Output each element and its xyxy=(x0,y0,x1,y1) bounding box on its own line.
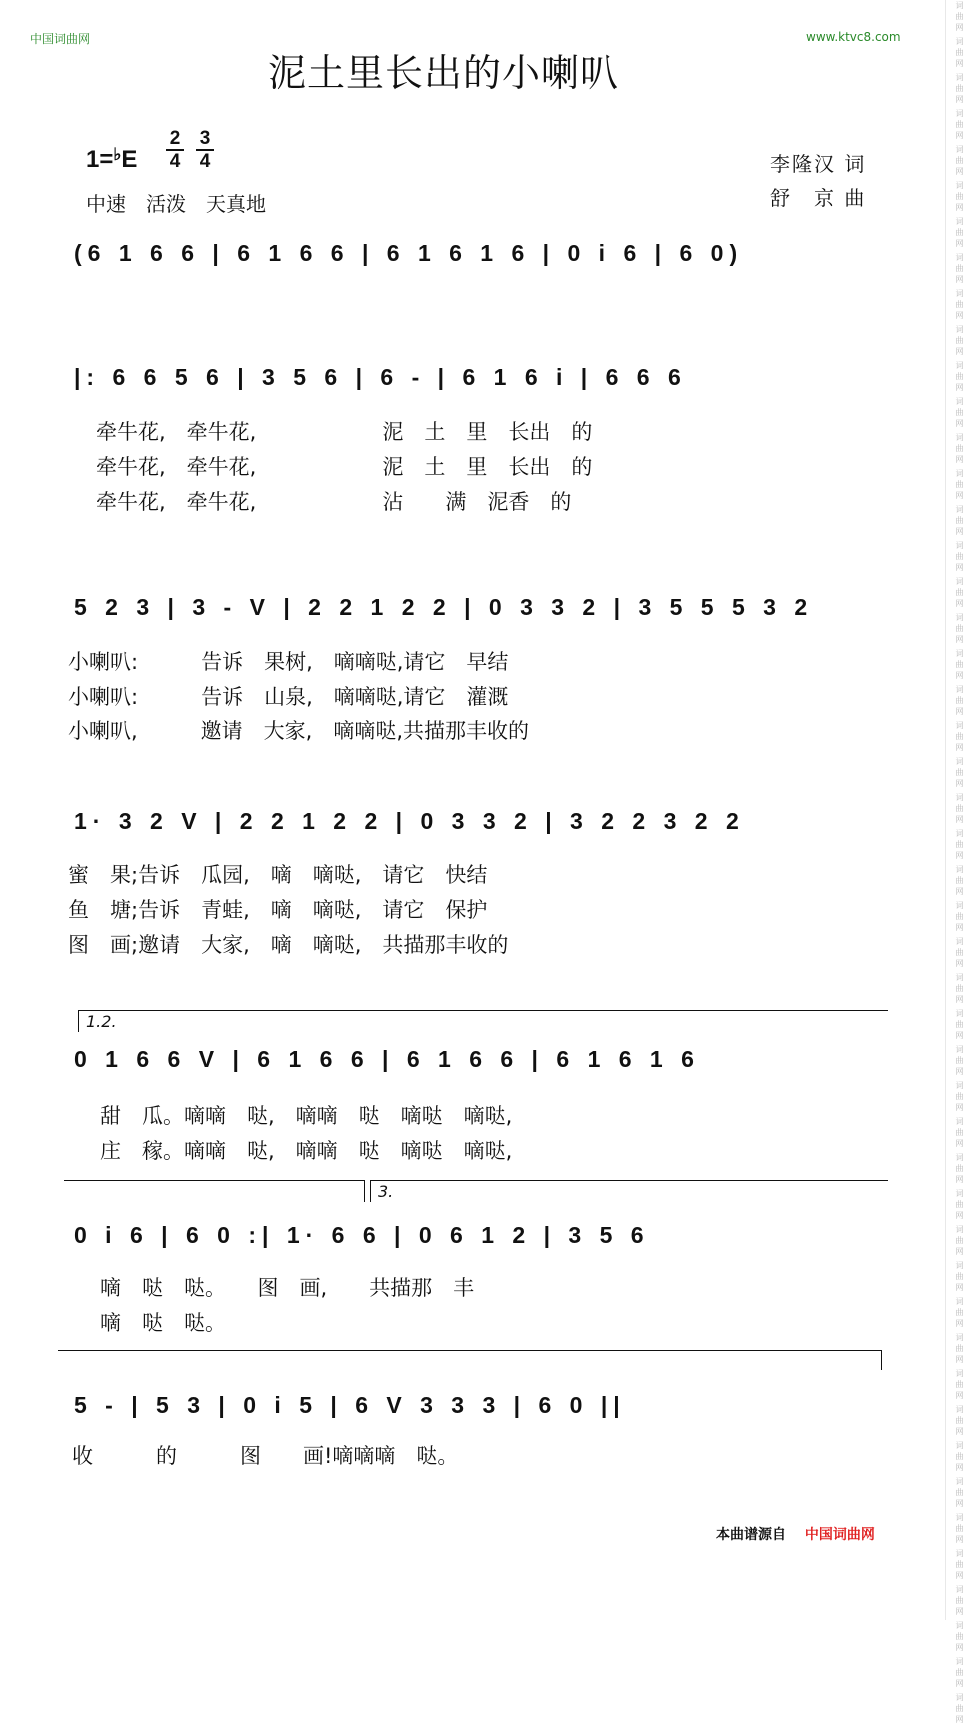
watermark-char: 词 xyxy=(955,1369,964,1378)
watermark-char: 词 xyxy=(955,1657,964,1666)
watermark-char: 网 xyxy=(955,851,964,860)
watermark-char: 曲 xyxy=(955,1524,964,1533)
watermark-char: 曲 xyxy=(955,1452,964,1461)
watermark-char: 词 xyxy=(955,541,964,550)
watermark-char: 曲 xyxy=(955,84,964,93)
watermark-char: 词 xyxy=(955,577,964,586)
lyric-line: 庄 稼。嘀嘀 哒, 嘀嘀 哒 嘀哒 嘀哒, xyxy=(100,1139,513,1163)
watermark-char: 词 xyxy=(955,1333,964,1342)
watermark-char: 网 xyxy=(955,527,964,536)
watermark-char: 曲 xyxy=(955,1272,964,1281)
watermark-char: 曲 xyxy=(955,984,964,993)
footer-credit-prefix: 本曲谱源自 xyxy=(716,1527,786,1543)
watermark-char: 网 xyxy=(955,779,964,788)
watermark-char: 词 xyxy=(955,1585,964,1594)
song-title: 泥土里长出的小喇叭 xyxy=(268,51,620,95)
watermark-char: 网 xyxy=(955,1643,964,1652)
watermark-char: 词 xyxy=(955,469,964,478)
watermark-char: 网 xyxy=(955,923,964,932)
watermark-char: 网 xyxy=(955,887,964,896)
watermark-char: 网 xyxy=(955,815,964,824)
watermark-char: 词 xyxy=(955,1405,964,1414)
watermark-char: 曲 xyxy=(955,1236,964,1245)
watermark-char: 词 xyxy=(955,73,964,82)
watermark-char: 网 xyxy=(955,1571,964,1580)
watermark-char: 词 xyxy=(955,289,964,298)
watermark-char: 词 xyxy=(955,1225,964,1234)
watermark-char: 网 xyxy=(955,1175,964,1184)
lyric-line: 甜 瓜。嘀嘀 哒, 嘀嘀 哒 嘀哒 嘀哒, xyxy=(100,1104,513,1128)
watermark-char: 网 xyxy=(955,635,964,644)
watermark-char: 曲 xyxy=(955,372,964,381)
watermark-char: 网 xyxy=(955,383,964,392)
watermark-char: 网 xyxy=(955,1031,964,1040)
watermark-char: 曲 xyxy=(955,588,964,597)
lyric-line: 嘀 哒 哒。 xyxy=(100,1311,226,1335)
watermark-char: 词 xyxy=(955,253,964,262)
watermark-char: 词 xyxy=(955,1045,964,1054)
watermark-char: 词 xyxy=(955,1153,964,1162)
watermark-char: 网 xyxy=(955,95,964,104)
watermark-char: 网 xyxy=(955,347,964,356)
watermark-char: 词 xyxy=(955,433,964,442)
watermark-char: 网 xyxy=(955,671,964,680)
watermark-char: 曲 xyxy=(955,732,964,741)
watermark-char: 曲 xyxy=(955,48,964,57)
volta-bracket-line xyxy=(64,1180,364,1181)
watermark-char: 网 xyxy=(955,1427,964,1436)
volta-bracket-line xyxy=(78,1010,888,1011)
notation-row-6: 5 - | 5 3 | 0 i 5 | 6 V 3 3 3 | 6 0 || xyxy=(74,1392,626,1418)
watermark-char: 曲 xyxy=(955,1416,964,1425)
watermark-char: 网 xyxy=(955,1355,964,1364)
notation-row-intro: (6 1 6 6 | 6 1 6 6 | 6 1 6 1 6 | 0 i 6 | 6 0) xyxy=(74,240,744,266)
watermark-char: 曲 xyxy=(955,1704,964,1713)
watermark-char: 网 xyxy=(955,419,964,428)
watermark-char: 曲 xyxy=(955,1488,964,1497)
watermark-char: 网 xyxy=(955,1139,964,1148)
site-name-left[interactable]: 中国词曲网 xyxy=(30,32,91,46)
watermark-char: 曲 xyxy=(955,948,964,957)
watermark-char: 曲 xyxy=(955,300,964,309)
watermark-char: 曲 xyxy=(955,696,964,705)
watermark-char: 网 xyxy=(955,203,964,212)
watermark-char: 曲 xyxy=(955,228,964,237)
watermark-char: 词 xyxy=(955,1261,964,1270)
watermark-char: 网 xyxy=(955,275,964,284)
watermark-char: 曲 xyxy=(955,1380,964,1389)
watermark-char: 曲 xyxy=(955,1164,964,1173)
watermark-char: 曲 xyxy=(955,1308,964,1317)
watermark-char: 网 xyxy=(955,599,964,608)
watermark-char: 网 xyxy=(955,131,964,140)
key-signature: 1=♭E xyxy=(86,145,138,173)
time-signature-3-4: 3 4 xyxy=(196,128,214,172)
lyric-line: 收 的 图 画!嘀嘀嘀 哒。 xyxy=(72,1444,459,1468)
watermark-char: 曲 xyxy=(955,192,964,201)
watermark-char: 曲 xyxy=(955,1596,964,1605)
watermark-char: 网 xyxy=(955,23,964,32)
watermark-char: 网 xyxy=(955,1679,964,1688)
watermark-char: 曲 xyxy=(955,156,964,165)
footer-credit xyxy=(716,1524,875,1544)
watermark-char: 网 xyxy=(955,1715,964,1724)
volta-bracket-edge xyxy=(364,1180,365,1202)
sidebar-watermark xyxy=(945,0,973,1724)
watermark-char: 词 xyxy=(955,217,964,226)
watermark-char: 曲 xyxy=(955,552,964,561)
watermark-char: 网 xyxy=(955,167,964,176)
watermark-char: 曲 xyxy=(955,1128,964,1137)
watermark-char: 词 xyxy=(955,865,964,874)
volta-bracket-edge xyxy=(370,1180,371,1202)
watermark-char: 曲 xyxy=(955,1668,964,1677)
watermark-char: 词 xyxy=(955,649,964,658)
notation-row-5: 0 i 6 | 6 0 :| 1· 6 6 | 0 6 1 2 | 3 5 6 xyxy=(74,1222,650,1248)
watermark-char: 网 xyxy=(955,1607,964,1616)
watermark-char: 词 xyxy=(955,361,964,370)
watermark-char: 曲 xyxy=(955,516,964,525)
watermark-char: 词 xyxy=(955,1477,964,1486)
watermark-char: 网 xyxy=(955,1463,964,1472)
lyric-line: 小喇叭: 告诉 果树, 嘀嘀哒,请它 早结 xyxy=(68,650,509,674)
watermark-char: 曲 xyxy=(955,480,964,489)
volta-label-3: 3. xyxy=(378,1182,394,1201)
watermark-char: 曲 xyxy=(955,12,964,21)
watermark-char: 曲 xyxy=(955,336,964,345)
watermark-char: 词 xyxy=(955,505,964,514)
watermark-char: 网 xyxy=(955,743,964,752)
watermark-char: 网 xyxy=(955,491,964,500)
watermark-char: 曲 xyxy=(955,624,964,633)
watermark-char: 曲 xyxy=(955,912,964,921)
coda-bracket-edge xyxy=(881,1350,882,1370)
watermark-char: 网 xyxy=(955,1535,964,1544)
footer-credit-site[interactable]: 中国词曲网 xyxy=(804,1527,875,1543)
watermark-char: 词 xyxy=(955,793,964,802)
watermark-char: 网 xyxy=(955,995,964,1004)
time-signature-2-4: 2 4 xyxy=(166,128,184,172)
watermark-char: 词 xyxy=(955,721,964,730)
watermark-char: 网 xyxy=(955,455,964,464)
watermark-char: 曲 xyxy=(955,1092,964,1101)
watermark-char: 词 xyxy=(955,1441,964,1450)
watermark-char: 曲 xyxy=(955,1344,964,1353)
lyric-line: 牵牛花, 牵牛花, 泥 土 里 长出 的 xyxy=(96,420,593,444)
watermark-char: 网 xyxy=(955,1283,964,1292)
watermark-char: 词 xyxy=(955,145,964,154)
volta-bracket-edge xyxy=(78,1010,79,1032)
watermark-char: 词 xyxy=(955,325,964,334)
site-url-right[interactable]: www.ktvc8.com xyxy=(806,30,901,44)
watermark-char: 曲 xyxy=(955,264,964,273)
tempo-marking: 中速 活泼 天真地 xyxy=(86,192,266,216)
watermark-char: 曲 xyxy=(955,1560,964,1569)
notation-row-4: 0 1 6 6 V | 6 1 6 6 | 6 1 6 6 | 6 1 6 1 6 xyxy=(74,1046,700,1072)
watermark-char: 曲 xyxy=(955,1020,964,1029)
lyric-line: 蜜 果;告诉 瓜园, 嘀 嘀哒, 请它 快结 xyxy=(68,863,488,887)
watermark-char: 词 xyxy=(955,937,964,946)
watermark-char: 网 xyxy=(955,1391,964,1400)
watermark-char: 网 xyxy=(955,1247,964,1256)
watermark-char: 词 xyxy=(955,1513,964,1522)
watermark-char: 词 xyxy=(955,1189,964,1198)
watermark-char: 网 xyxy=(955,707,964,716)
watermark-char: 网 xyxy=(955,563,964,572)
lyric-line: 牵牛花, 牵牛花, 沾 满 泥香 的 xyxy=(96,490,572,514)
watermark-char: 词 xyxy=(955,1297,964,1306)
lyric-line: 嘀 哒 哒。 图 画, 共描那 丰 xyxy=(100,1276,475,1300)
watermark-char: 曲 xyxy=(955,840,964,849)
watermark-char: 词 xyxy=(955,1,964,10)
watermark-char: 词 xyxy=(955,1549,964,1558)
watermark-char: 曲 xyxy=(955,1056,964,1065)
watermark-char: 网 xyxy=(955,959,964,968)
watermark-char: 曲 xyxy=(955,768,964,777)
watermark-char: 词 xyxy=(955,1117,964,1126)
notation-row-2: 5 2 3 | 3 - V | 2 2 1 2 2 | 0 3 3 2 | 3 5 5 5 3 2 xyxy=(74,594,814,620)
watermark-char: 曲 xyxy=(955,1632,964,1641)
coda-bracket-line xyxy=(58,1350,882,1351)
lyric-line: 图 画;邀请 大家, 嘀 嘀哒, 共描那丰收的 xyxy=(68,933,509,957)
watermark-char: 曲 xyxy=(955,120,964,129)
watermark-char: 网 xyxy=(955,1103,964,1112)
watermark-char: 词 xyxy=(955,109,964,118)
watermark-char: 词 xyxy=(955,37,964,46)
watermark-char: 词 xyxy=(955,397,964,406)
watermark-char: 网 xyxy=(955,59,964,68)
watermark-char: 曲 xyxy=(955,1200,964,1209)
watermark-char: 网 xyxy=(955,311,964,320)
volta-bracket-line xyxy=(370,1180,888,1181)
watermark-char: 网 xyxy=(955,1499,964,1508)
watermark-char: 词 xyxy=(955,901,964,910)
composer-credit: 舒 京 曲 xyxy=(770,186,867,210)
watermark-char: 网 xyxy=(955,1319,964,1328)
watermark-char: 网 xyxy=(955,239,964,248)
watermark-char: 词 xyxy=(955,757,964,766)
watermark-char: 网 xyxy=(955,1067,964,1076)
lyricist-credit: 李隆汉 词 xyxy=(770,152,867,176)
watermark-char: 网 xyxy=(955,1211,964,1220)
watermark-char: 词 xyxy=(955,1009,964,1018)
watermark-char: 词 xyxy=(955,973,964,982)
watermark-char: 曲 xyxy=(955,444,964,453)
watermark-char: 曲 xyxy=(955,876,964,885)
watermark-char: 词 xyxy=(955,1693,964,1702)
lyric-line: 鱼 塘;告诉 青蛙, 嘀 嘀哒, 请它 保护 xyxy=(68,898,488,922)
volta-label-1-2: 1.2. xyxy=(86,1012,117,1031)
notation-row-3: 1· 3 2 V | 2 2 1 2 2 | 0 3 3 2 | 3 2 2 3 2 2 xyxy=(74,808,745,834)
watermark-char: 词 xyxy=(955,1081,964,1090)
watermark-char: 词 xyxy=(955,181,964,190)
watermark-char: 词 xyxy=(955,613,964,622)
lyric-line: 牵牛花, 牵牛花, 泥 土 里 长出 的 xyxy=(96,455,593,479)
lyric-line: 小喇叭, 邀请 大家, 嘀嘀哒,共描那丰收的 xyxy=(68,719,530,743)
watermark-char: 词 xyxy=(955,829,964,838)
lyric-line: 小喇叭: 告诉 山泉, 嘀嘀哒,请它 灌溉 xyxy=(68,685,509,709)
watermark-char: 词 xyxy=(955,1621,964,1630)
watermark-char: 曲 xyxy=(955,660,964,669)
watermark-char: 词 xyxy=(955,685,964,694)
watermark-char: 曲 xyxy=(955,804,964,813)
watermark-char: 曲 xyxy=(955,408,964,417)
notation-row-1: |: 6 6 5 6 | 3 5 6 | 6 - | 6 1 6 i | 6 6 6 xyxy=(74,364,687,390)
